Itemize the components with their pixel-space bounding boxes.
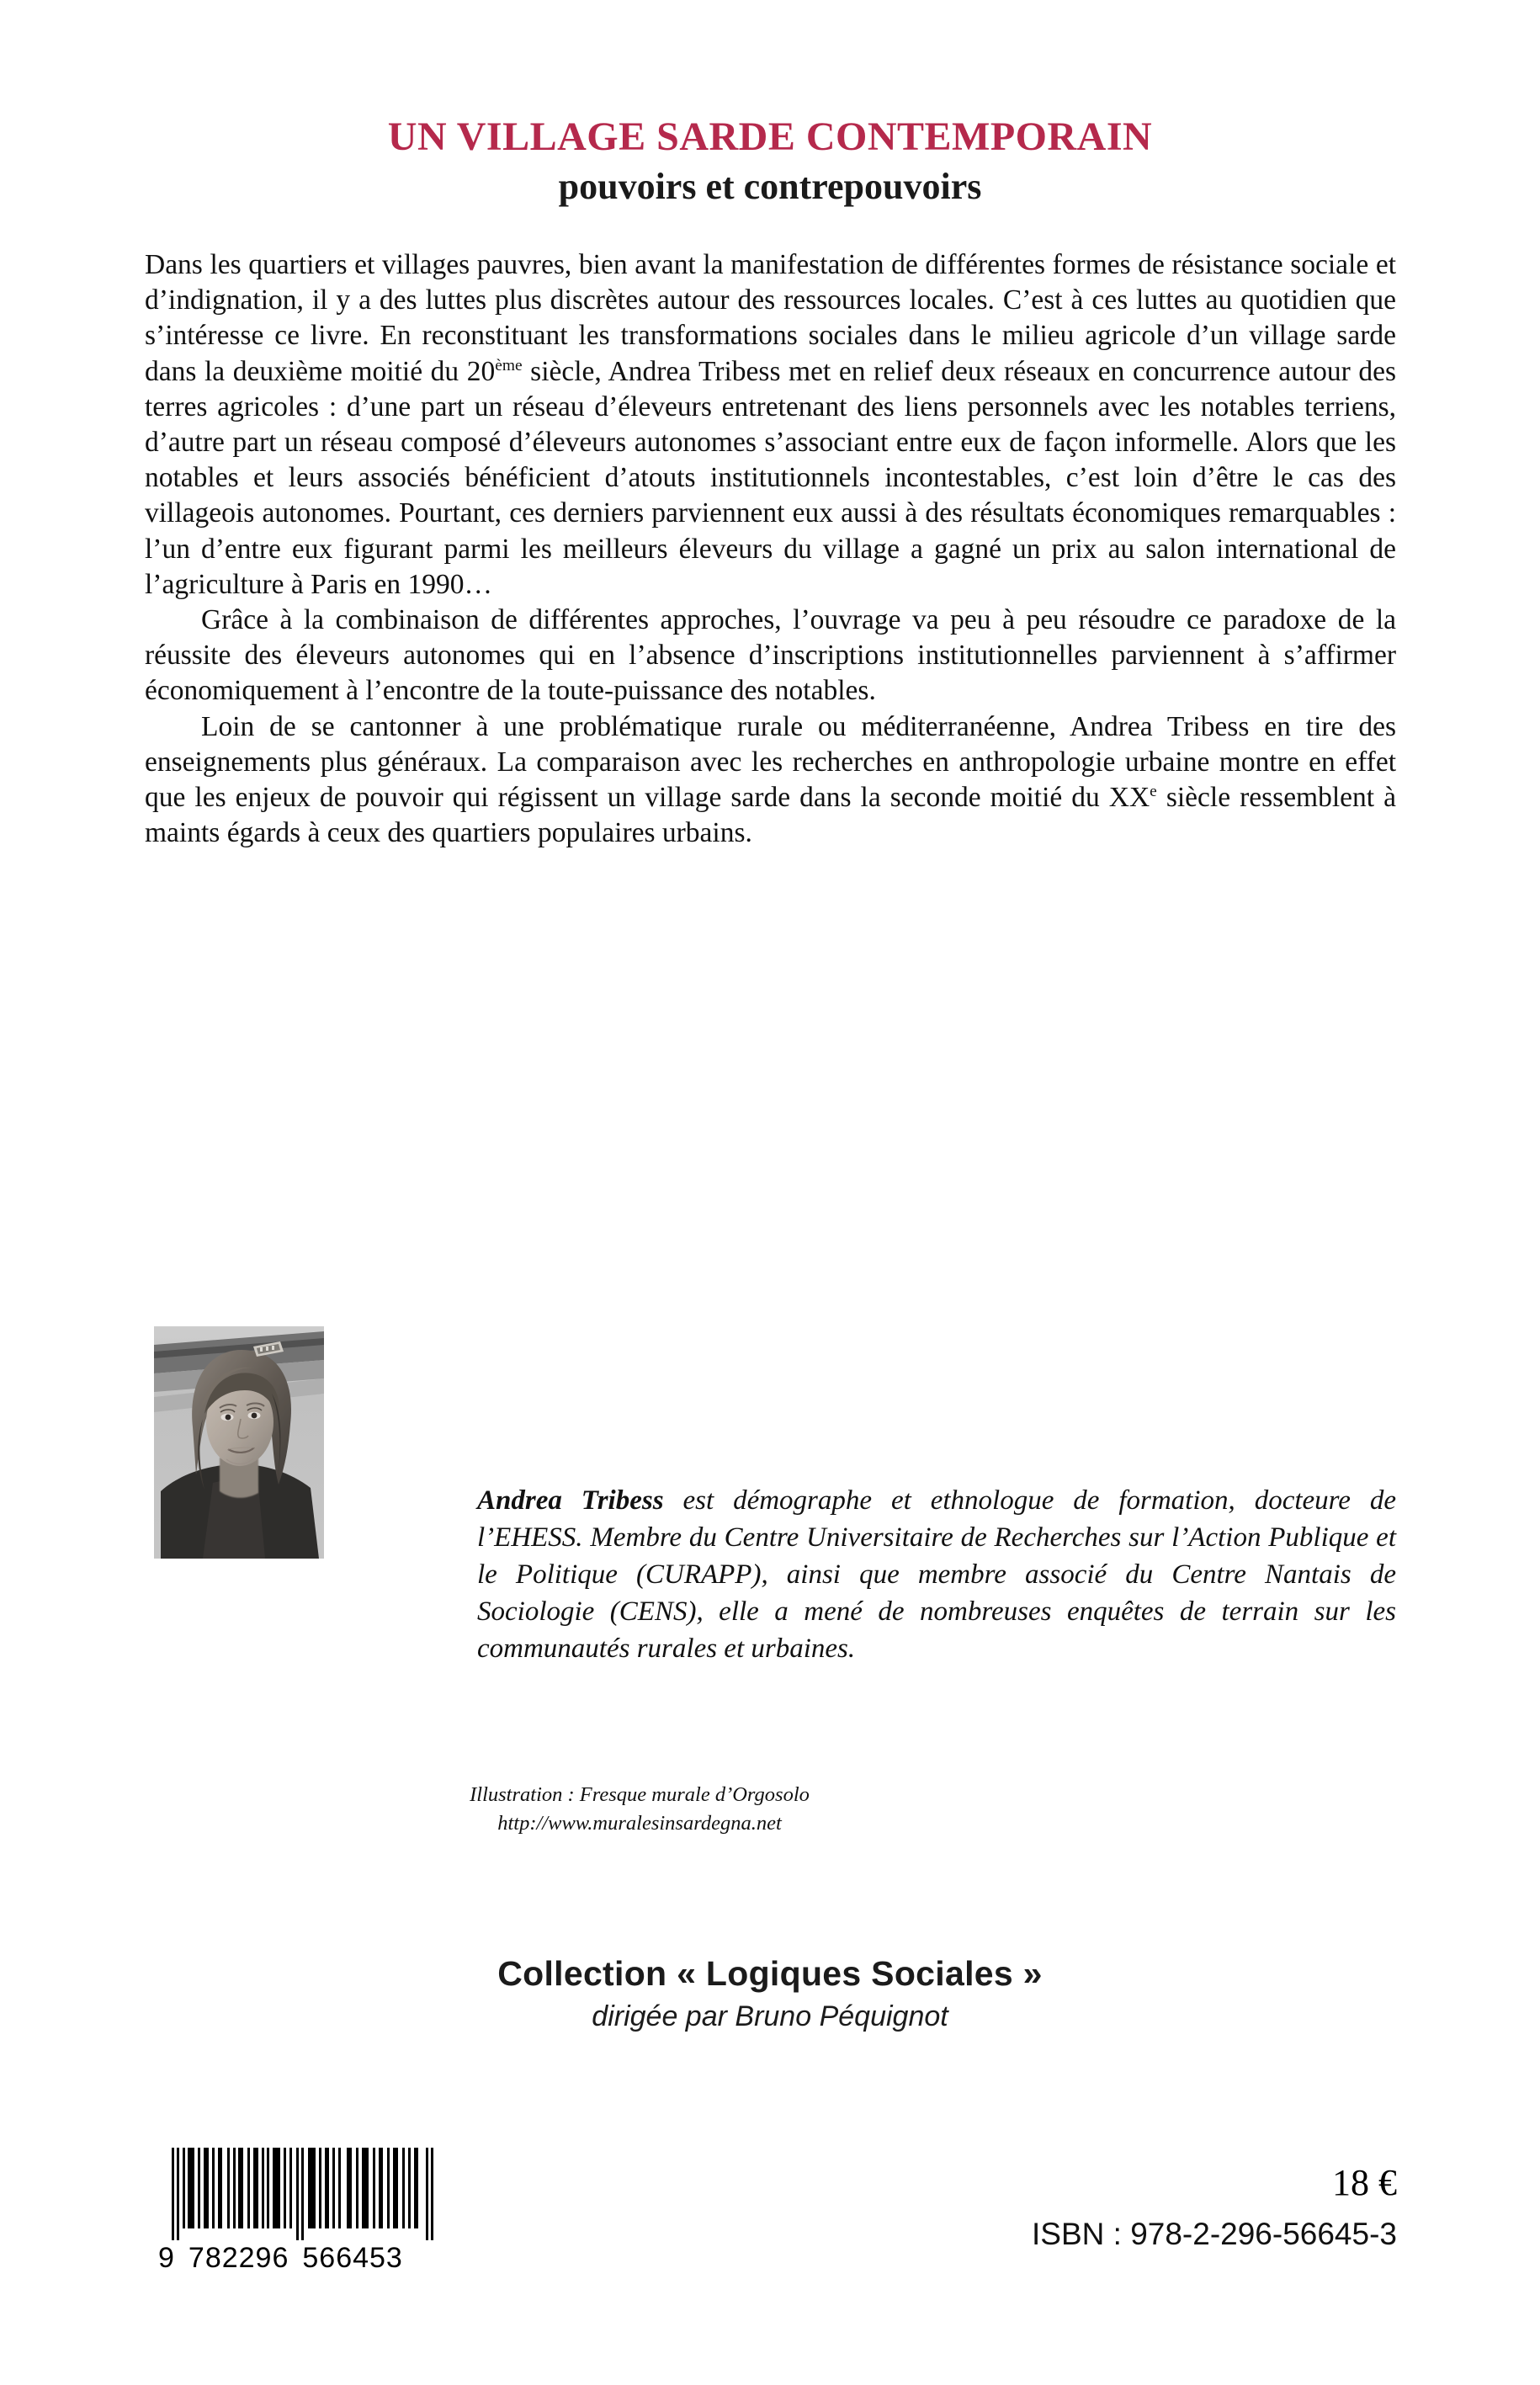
- illustration-credit-line-1: Illustration : Fresque murale d’Orgosolo: [470, 1783, 810, 1806]
- blurb-p3-superscript: e: [1150, 782, 1157, 800]
- collection-director: dirigée par Bruno Péquignot: [592, 2000, 948, 2032]
- blurb-p1-superscript: ème: [495, 356, 523, 374]
- barcode-group-2: 566453: [302, 2242, 403, 2274]
- title-block: [0, 116, 1540, 208]
- isbn: ISBN : 978-2-296-56645-3: [1032, 2217, 1397, 2251]
- blurb-paragraph-1: [145, 247, 1396, 603]
- barcode-lead-digit: 9: [158, 2242, 175, 2274]
- author-bio: [477, 1482, 1396, 1667]
- illustration-credit: [337, 1781, 943, 1838]
- blurb-paragraph-3: [145, 709, 1396, 852]
- blurb-p3-b: siècle ressemblent à maints égards à ceux des quartiers populaires urbains.: [145, 782, 1396, 849]
- page-subtitle: pouvoirs et contrepouvoirs: [558, 166, 982, 208]
- barcode-group-1: 782296: [188, 2242, 289, 2274]
- blurb-p1-a: Dans les quartiers et villages pauvres, bien avant la manifestation de différentes formes de résistance sociale et d’indignation, il y a des luttes plus discrètes autour des ressources locales. C’est à ces luttes au quotidien que s’intéresse ce livre. En reconstituant les transformations sociales dans le milieu agricole d’un village sarde dans la deuxième moitié du 20: [145, 249, 1396, 387]
- collection-title: Collection « Logiques Sociales »: [497, 1954, 1043, 1993]
- page-title: UN VILLAGE SARDE CONTEMPORAIN: [387, 114, 1153, 159]
- illustration-credit-url: http://www.muralesinsardegna.net: [497, 1812, 782, 1835]
- blurb-p3-a: Loin de se cantonner à une problématique rurale ou méditerranéenne, Andrea Tribess en tire des enseignements plus généraux. La comparaison avec les recherches en anthropologie urbaine montre en effet que les enjeux de pouvoir qui régissent un village sarde dans la seconde moitié du XX: [145, 710, 1396, 814]
- collection-block: [0, 1954, 1540, 2033]
- author-portrait-photo: [154, 1326, 324, 1559]
- author-portrait-image: [154, 1326, 324, 1559]
- blurb-text: [145, 247, 1396, 851]
- author-bio-text: est démographe et ethnologue de formation, docteure de l’EHESS. Membre du Centre Universitaire de Recherches sur l’Action Publique et le Politique (CURAPP), ainsi que membre associé du Centre Nantais de Sociologie (CENS), elle a mené de nombreuses enquêtes de terrain sur les communautés rurales et urbaines.: [477, 1485, 1396, 1664]
- author-name: Andrea Tribess: [477, 1485, 664, 1516]
- barcode-digits: [157, 2242, 454, 2275]
- blurb-paragraph-2: Grâce à la combinaison de différentes approches, l’ouvrage va peu à peu résoudre ce paradoxe de la réussite des éleveurs autonomes qui en l’absence d’inscriptions institutionnelles parviennent à s’affirmer économiquement à l’encontre de la toute-puissance des notables.: [145, 604, 1396, 707]
- barcode: [157, 2148, 454, 2275]
- blurb-p1-b: siècle, Andrea Tribess met en relief deux réseaux en concurrence autour des terres agricoles : d’une part un réseau d’éleveurs entretenant des liens personnels avec les notables terriens, d’autre part un réseau composé d’éleveurs autonomes s’associant entre eux de façon informelle. Alors que les notables et leurs associés bénéficient d’atouts institutionnels incontestables, c’est loin d’être le cas des villageois autonomes. Pourtant, ces derniers parviennent eux aussi à des résultats économiques remarquables : l’un d’entre eux figurant parmi les meilleurs éleveurs du village a gagné un prix au salon international de l’agriculture à Paris en 1990…: [145, 355, 1397, 600]
- price: 18 €: [1332, 2162, 1397, 2203]
- barcode-bars: [157, 2148, 454, 2240]
